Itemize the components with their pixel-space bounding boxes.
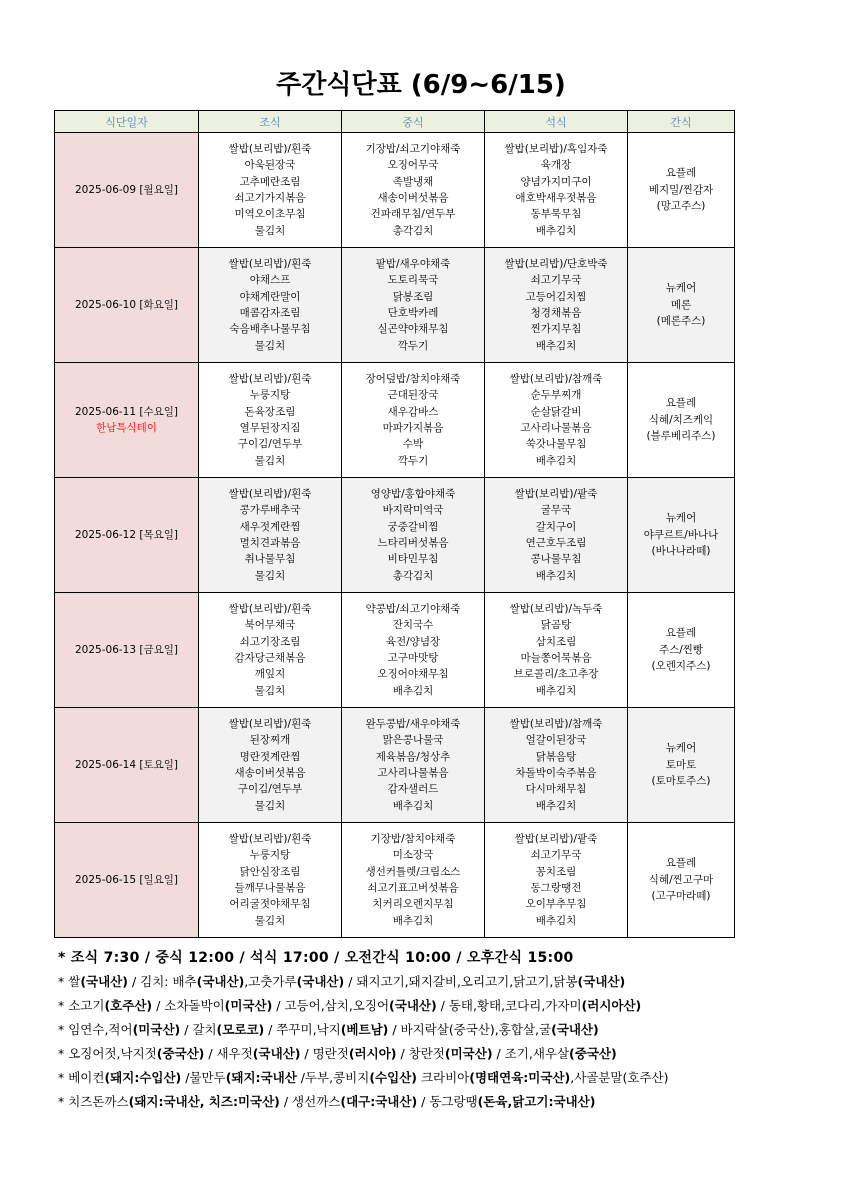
menu-item: 고구마맛탕: [387, 652, 439, 664]
origin-country: (중국산): [156, 1046, 205, 1061]
menu-item: 물김치: [254, 339, 286, 352]
menu-item: 미소장국: [392, 849, 434, 862]
origin-items: /두부,콩비지: [296, 1070, 370, 1085]
origin-country: (수입산): [369, 1070, 417, 1085]
menu-item: 연근호두조림: [525, 537, 587, 549]
menu-item: 순살닭갈비: [530, 405, 582, 418]
menu-item: 새송이버섯볶음: [377, 192, 449, 204]
menu-item: 들깨무나물볶음: [234, 882, 306, 894]
origin-items: * 베이컨: [58, 1070, 105, 1085]
menu-item: 브로콜리/초고추장: [513, 668, 599, 681]
menu-item: 차돌박이숙주볶음: [515, 767, 597, 779]
origin-items: / 소차돌박이: [152, 998, 225, 1013]
menu-item: 아욱된장국: [244, 159, 296, 172]
menu-item: 숙음배추나물무침: [229, 323, 311, 336]
menu-item: 배추김치: [535, 454, 577, 467]
menu-item: 꽁치조림: [535, 865, 577, 878]
menu-item: 배추김치: [535, 684, 577, 697]
menu-item: 야쿠르트/바나나: [643, 528, 719, 541]
lunch-cell: [342, 248, 485, 363]
origin-items: ,고춧가루: [244, 974, 297, 989]
menu-item: 누룽지탕: [249, 389, 291, 402]
menu-item: 족발냉채: [392, 175, 434, 188]
menu-item: 열무된장지짐: [239, 422, 301, 434]
menu-item: 새송이버섯볶음: [234, 767, 306, 779]
menu-item: 영양밥/홍합야채죽: [370, 487, 456, 500]
lunch-cell: [342, 363, 485, 478]
menu-item: 쇠고기가지볶음: [234, 192, 306, 204]
menu-item: 쇠고기무국: [530, 274, 582, 287]
origin-country: (베트남): [340, 1022, 389, 1037]
menu-item: 궁중갈비찜: [387, 520, 439, 533]
menu-item: 물김치: [254, 454, 286, 467]
lunch-cell: [342, 823, 485, 938]
origin-line: [58, 1066, 838, 1090]
breakfast-cell: [199, 708, 342, 823]
origin-items: ,사골분말(호주산): [570, 1070, 669, 1085]
menu-item: 쌀밥(보리밥)/흰죽: [228, 602, 312, 615]
menu-item: 도토리묵국: [387, 274, 439, 287]
menu-item: 총각김치: [392, 224, 434, 237]
header-dinner: 석식: [485, 111, 628, 133]
origin-items: / 동태,황태,코다리,가자미: [436, 998, 582, 1013]
origin-country: (국내산): [252, 1046, 301, 1061]
menu-row: [55, 248, 735, 363]
menu-item: 약콩밥/쇠고기야채죽: [365, 602, 461, 615]
menu-item: 물김치: [254, 799, 286, 812]
menu-item: 새우젓계란찜: [239, 520, 301, 533]
origin-country: (미국산): [224, 998, 273, 1013]
origin-country: (국내산): [577, 974, 626, 989]
menu-item: 닭봉조림: [392, 290, 434, 303]
menu-item: 물김치: [254, 569, 286, 582]
menu-item: 육전/양념장: [385, 635, 441, 648]
menu-item: 다시마채무침: [525, 783, 587, 796]
menu-item: 구이김/연두부: [237, 783, 303, 796]
origin-country: (국내산): [551, 1022, 599, 1037]
menu-item: 구이김/연두부: [237, 438, 303, 451]
menu-item: 오징어야채무침: [377, 668, 449, 681]
menu-item: 순두부찌개: [530, 389, 582, 402]
breakfast-cell: [199, 133, 342, 248]
menu-item: 깍두기: [397, 454, 429, 467]
date-cell: [55, 478, 199, 593]
menu-item: 식혜/치즈케익: [648, 413, 714, 426]
menu-item: 돈육장조림: [244, 405, 296, 418]
menu-row: [55, 478, 735, 593]
menu-item: 뉴케어: [665, 512, 697, 525]
menu-item: 배추김치: [535, 914, 577, 927]
origin-items: / 돼지고기,돼지갈비,오리고기,닭고기,닭봉: [344, 974, 578, 989]
menu-item: 배추김치: [535, 224, 577, 237]
menu-item: 얼갈이된장국: [525, 734, 587, 747]
menu-item: 바지락미역국: [382, 504, 444, 517]
menu-item: 감자당근채볶음: [234, 652, 306, 664]
menu-item: 고사리나물볶음: [377, 767, 449, 779]
menu-item: 제육볶음/청상추: [375, 750, 451, 763]
origin-country: (돼지:수입산): [104, 1070, 182, 1085]
menu-item: 쌀밥(보리밥)/단호박죽: [504, 257, 608, 270]
date-label: 2025-06-10 [화요일]: [75, 298, 178, 311]
origin-line: [58, 1090, 838, 1114]
origin-line: [58, 994, 838, 1018]
menu-item: 느타리버섯볶음: [377, 537, 449, 549]
menu-item: 쌀밥(보리밥)/흑임자죽: [504, 142, 608, 155]
menu-item: 오징어무국: [387, 159, 439, 172]
menu-item: 동그랑땡전: [530, 882, 582, 894]
menu-item: 쌀밥(보리밥)/흰죽: [228, 372, 312, 385]
menu-item: 물김치: [254, 684, 286, 697]
menu-item: 수박: [402, 438, 424, 451]
menu-item: 물김치: [254, 914, 286, 927]
menu-item: 쌀밥(보리밥)/흰죽: [228, 832, 312, 845]
menu-item: 콩나물무침: [530, 553, 582, 566]
snack-cell: [628, 708, 735, 823]
menu-item: 요플레: [665, 167, 697, 180]
menu-item: 배추김치: [535, 569, 577, 582]
menu-item: 배추김치: [535, 339, 577, 352]
snack-cell: [628, 823, 735, 938]
origin-items: / 바지락살(중국산),홍합살,굴: [388, 1022, 552, 1037]
menu-item: 삼치조림: [535, 635, 577, 648]
menu-item: 굴무국: [540, 504, 572, 517]
date-label: 2025-06-12 [목요일]: [75, 528, 178, 541]
date-cell: [55, 248, 199, 363]
menu-item: 쌀밥(보리밥)/흰죽: [228, 487, 312, 500]
origin-country: (모로코): [216, 1022, 265, 1037]
origin-country: (러시아): [348, 1046, 397, 1061]
menu-item: 쇠고기표고버섯볶음: [367, 882, 459, 894]
origin-country: (대구:국내산): [340, 1094, 418, 1109]
menu-item: 완두콩밥/새우야채죽: [365, 717, 461, 730]
menu-item: 쌀밥(보리밥)/참깨죽: [509, 717, 603, 730]
menu-item: 찐가지무침: [530, 323, 582, 336]
menu-item: 주스/찐빵: [658, 643, 704, 656]
breakfast-cell: [199, 593, 342, 708]
menu-item: 닭곰탕: [540, 619, 572, 632]
origin-items: / 고등어,삼치,오징어: [272, 998, 390, 1013]
menu-item: 기장밥/쇠고기야채죽: [365, 142, 461, 155]
menu-item: 야채계란말이: [239, 290, 301, 303]
date-cell: [55, 593, 199, 708]
menu-item: 비타민무침: [387, 553, 439, 566]
origin-country: (돼지:국내산, 치즈:미국산): [128, 1094, 280, 1109]
menu-item: 갈치구이: [535, 520, 577, 533]
header-date: 식단일자: [55, 111, 199, 133]
menu-body: [55, 133, 735, 938]
menu-item: 쇠고기장조림: [239, 635, 301, 648]
menu-item: 야채스프: [249, 274, 291, 287]
origin-line: [58, 1042, 838, 1066]
menu-item: 총각김치: [392, 569, 434, 582]
menu-item: 치커리오렌지무침: [372, 898, 454, 911]
menu-item: 식혜/찐고구마: [648, 873, 714, 886]
menu-item: 새우감바스: [387, 405, 439, 418]
dinner-cell: [485, 823, 628, 938]
date-cell: [55, 133, 199, 248]
menu-item: 취나물무침: [244, 553, 296, 566]
special-day-label: 한남특식데이: [96, 422, 157, 434]
menu-item: 깍두기: [397, 339, 429, 352]
header-row: [55, 111, 735, 133]
menu-item: 쌀밥(보리밥)/흰죽: [228, 257, 312, 270]
origin-items: / 명란젓: [300, 1046, 349, 1061]
menu-item: 베지밀/찐감자: [648, 183, 714, 196]
menu-item: 배추김치: [392, 799, 434, 812]
menu-item: 동부묵무침: [530, 208, 582, 221]
origin-items: / 조기,새우살: [492, 1046, 570, 1061]
weekly-menu-table: [54, 110, 735, 938]
menu-item: 누룽지탕: [249, 849, 291, 862]
menu-item: 실곤약야채무침: [377, 323, 449, 336]
menu-item: 멸치견과볶음: [239, 537, 301, 549]
menu-item: 양념가지미구이: [520, 175, 592, 188]
origin-country: (미국산): [132, 1022, 181, 1037]
lunch-cell: [342, 133, 485, 248]
menu-item: 고사리나물볶음: [520, 422, 592, 434]
menu-item: 토마토: [665, 758, 697, 771]
menu-item: 건파래무침/연두부: [370, 208, 456, 221]
menu-item: 맑은콩나물국: [382, 734, 444, 747]
menu-item: 된장찌개: [249, 734, 291, 747]
notes: [58, 946, 838, 1114]
menu-item: 잔치국수: [392, 619, 434, 632]
menu-item: 오이부추무침: [525, 898, 587, 911]
breakfast-cell: [199, 363, 342, 478]
origin-items: * 소고기: [58, 998, 105, 1013]
date-label: 2025-06-09 [월요일]: [75, 183, 178, 196]
menu-item: 미역오이초무침: [234, 208, 306, 221]
snack-cell: [628, 363, 735, 478]
origin-items: * 쌀: [58, 974, 81, 989]
snack-cell: [628, 248, 735, 363]
origin-country: (국내산): [80, 974, 128, 989]
menu-item: 메론: [670, 298, 692, 311]
dinner-cell: [485, 708, 628, 823]
menu-item: 요플레: [665, 397, 697, 410]
menu-item: 물김치: [254, 224, 286, 237]
menu-item: 어리굴젓야채무침: [229, 898, 311, 911]
snack-cell: [628, 593, 735, 708]
menu-item: 애호박새우젓볶음: [515, 192, 597, 204]
origin-country: (국내산): [196, 974, 245, 989]
menu-item: 배추김치: [535, 799, 577, 812]
origin-items: / 갈치: [180, 1022, 217, 1037]
origin-items: 크라비아: [416, 1070, 470, 1085]
menu-item: 쌀밥(보리밥)/팥죽: [514, 832, 598, 845]
origin-country: (명태연육:미국산): [469, 1070, 571, 1085]
dinner-cell: [485, 593, 628, 708]
snack-cell: [628, 478, 735, 593]
menu-item: 생선커틀렛/크림소스: [365, 865, 461, 878]
menu-item: 쌀밥(보리밥)/팥죽: [514, 487, 598, 500]
menu-item: 쌀밥(보리밥)/녹두죽: [509, 602, 603, 615]
menu-item: 쌀밥(보리밥)/흰죽: [228, 142, 312, 155]
origin-items: / 생선까스: [279, 1094, 341, 1109]
dinner-cell: [485, 363, 628, 478]
origin-country: (러시아산): [581, 998, 642, 1013]
breakfast-cell: [199, 478, 342, 593]
origin-items: / 쭈꾸미,낙지: [264, 1022, 341, 1037]
menu-item: 청경채볶음: [530, 307, 582, 319]
origin-items: * 임연수,적어: [58, 1022, 133, 1037]
menu-item: 쑥갓나물무침: [525, 438, 587, 451]
header-lunch: 중식: [342, 111, 485, 133]
origin-items: * 치즈돈까스: [58, 1094, 129, 1109]
menu-item: 뉴케어: [665, 282, 697, 295]
menu-item: 단호박카레: [387, 307, 439, 319]
menu-item: 쌀밥(보리밥)/흰죽: [228, 717, 312, 730]
origin-country: (중국산): [569, 1046, 617, 1061]
menu-item: 명란젓계란찜: [239, 750, 301, 763]
snack-cell: [628, 133, 735, 248]
origin-line: [58, 1018, 838, 1042]
menu-item: 뉴케어: [665, 742, 697, 755]
menu-item: 마늘쫑어묵볶음: [520, 652, 592, 664]
menu-item: 감자샐러드: [387, 783, 439, 796]
menu-item: 마파가지볶음: [382, 422, 444, 434]
dinner-cell: [485, 133, 628, 248]
menu-item: 닭볶음탕: [535, 750, 577, 763]
origin-items: * 오징어젓,낙지젓: [58, 1046, 157, 1061]
origin-info: [58, 970, 838, 1114]
menu-item: 북어무채국: [244, 619, 296, 632]
header-breakfast: 조식: [199, 111, 342, 133]
lunch-cell: [342, 593, 485, 708]
menu-item: 요플레: [665, 627, 697, 640]
dinner-cell: [485, 478, 628, 593]
date-label: 2025-06-15 [일요일]: [75, 873, 178, 886]
menu-item: 고추메란조림: [239, 175, 301, 188]
menu-item: 닭안심장조림: [239, 865, 301, 878]
menu-row: [55, 708, 735, 823]
menu-item: 요플레: [665, 857, 697, 870]
date-label: 2025-06-13 [금요일]: [75, 643, 178, 656]
origin-items: / 동그랑땡: [417, 1094, 478, 1109]
date-cell: [55, 708, 199, 823]
origin-items: / 김치: 배추: [127, 974, 197, 989]
lunch-cell: [342, 708, 485, 823]
menu-item: 매콤감자조림: [239, 307, 301, 319]
menu-item: (토마토주스): [651, 775, 711, 788]
menu-item: (고구마라떼): [651, 890, 711, 903]
menu-item: (오렌지주스): [651, 660, 711, 673]
date-label: 2025-06-14 [토요일]: [75, 758, 178, 771]
date-cell: [55, 823, 199, 938]
lunch-cell: [342, 478, 485, 593]
menu-row: [55, 823, 735, 938]
menu-item: 쇠고기무국: [530, 849, 582, 862]
origin-country: (호주산): [104, 998, 153, 1013]
menu-row: [55, 363, 735, 478]
origin-country: (국내산): [296, 974, 345, 989]
origin-country: (미국산): [444, 1046, 493, 1061]
header-snack: 간식: [628, 111, 735, 133]
origin-line: [58, 970, 838, 994]
menu-item: (블루베리주스): [646, 430, 716, 443]
menu-item: 근대된장국: [387, 389, 439, 402]
menu-item: (메론주스): [656, 315, 706, 328]
dinner-cell: [485, 248, 628, 363]
menu-item: 기장밥/참치야채죽: [370, 832, 456, 845]
origin-items: / 창란젓: [396, 1046, 445, 1061]
menu-item: 쌀밥(보리밥)/참깨죽: [509, 372, 603, 385]
menu-item: 장어덮밥/참치야채죽: [365, 372, 461, 385]
menu-item: 콩가루배추국: [239, 504, 301, 517]
origin-country: (돈육,닭고기:국내산): [477, 1094, 596, 1109]
origin-country: (돼지:국내산: [225, 1070, 297, 1085]
menu-item: 배추김치: [392, 684, 434, 697]
page-title: 주간식단표 (6/9~6/15): [276, 70, 566, 100]
menu-item: 배추김치: [392, 914, 434, 927]
menu-item: 깨잎지: [254, 668, 286, 681]
menu-row: [55, 133, 735, 248]
menu-item: (망고주스): [656, 200, 706, 213]
origin-country: (국내산): [389, 998, 437, 1013]
breakfast-cell: [199, 248, 342, 363]
date-cell: [55, 363, 199, 478]
origin-items: / 새우젓: [204, 1046, 253, 1061]
meal-times: * 조식 7:30 / 중식 12:00 / 석식 17:00 / 오전간식 10:00 / 오후간식 15:00: [58, 950, 574, 966]
menu-item: 팥밥/새우야채죽: [375, 257, 451, 270]
menu-item: 고등어김치찜: [525, 290, 587, 303]
menu-row: [55, 593, 735, 708]
date-label: 2025-06-11 [수요일]: [75, 405, 178, 418]
menu-item: 육개장: [540, 159, 572, 172]
menu-item: (바나나라떼): [651, 545, 711, 558]
origin-items: /물만두: [181, 1070, 226, 1085]
breakfast-cell: [199, 823, 342, 938]
